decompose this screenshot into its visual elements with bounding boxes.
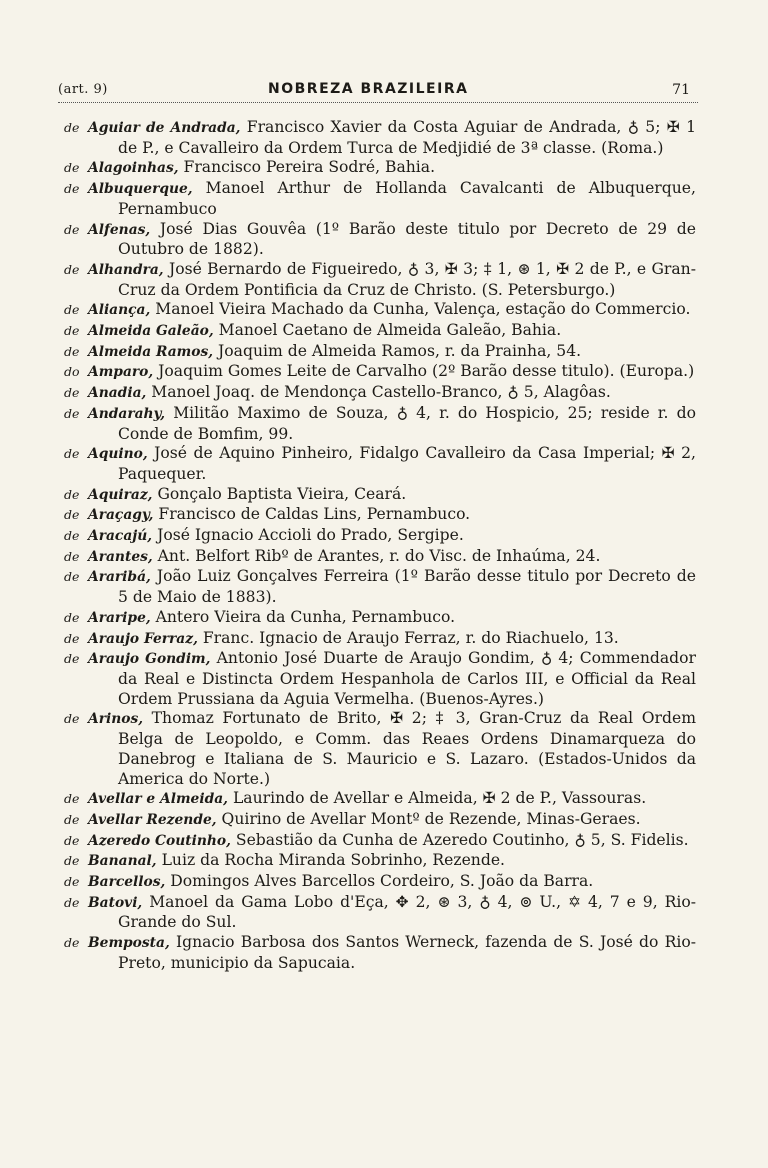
entry-title: Arinos, — [88, 711, 144, 728]
entry-text: Manoel Arthur de Hollanda Cavalcanti de Albuquerque, Pernambuco — [118, 179, 696, 218]
entry-text: Manoel Vieira Machado da Cunha, Valença, estação do Commercio. — [155, 300, 691, 319]
entry-title: Azeredo Coutinho, — [88, 832, 231, 849]
entry-prefix: de — [64, 343, 80, 359]
entry-text: Manoel Caetano de Almeida Galeão, Bahia. — [218, 321, 562, 340]
list-item — [64, 526, 696, 547]
list-item — [64, 383, 696, 404]
entry-text: Manoel da Gama Lobo d'Eça, ✥ 2, ⊛ 3, ♁ 4, ⊚ U., ✡ 4, 7 e 9, Rio-Grande do Sul. — [118, 892, 696, 932]
entry-prefix: de — [64, 935, 80, 951]
list-item — [64, 851, 696, 872]
entry-text: Thomaz Fortunato de Brito, ✠ 2; ‡ 3, Gran-Cruz da Real Ordem Belga de Leopoldo, e Comm. das Reaes Ordens Dinamarqueza do Danebrog e Italiana de S. Mauricio e S. Lazaro. (Estados-Unidos da America do Norte.) — [118, 709, 696, 788]
entry-prefix: do — [64, 364, 80, 380]
list-item — [64, 547, 696, 568]
entry-title: Anadia, — [88, 385, 147, 402]
entry-text: Laurindo de Avellar e Almeida, ✠ 2 de P., Vassouras. — [232, 789, 647, 808]
entry-title: Bemposta, — [88, 935, 170, 952]
entry-prefix: de — [64, 486, 80, 502]
entry-prefix: de — [64, 120, 80, 135]
entry-text: Luiz da Rocha Miranda Sobrinho, Rezende. — [161, 851, 506, 870]
entry-title: Avellar Rezende, — [88, 811, 217, 828]
entry-prefix: de — [64, 609, 80, 625]
page-title: NOBREZA BRAZILEIRA — [268, 81, 469, 97]
entry-prefix: de — [64, 874, 80, 890]
list-item — [64, 118, 696, 158]
list-item — [64, 649, 696, 709]
entry-prefix: de — [64, 791, 80, 807]
entry-text: Gonçalo Baptista Vieira, Ceará. — [157, 484, 407, 503]
entry-title: Araujo Ferraz, — [88, 630, 198, 647]
list-item — [64, 893, 696, 933]
entry-title: Aracajú, — [88, 528, 153, 545]
page-number: 71 — [672, 82, 690, 98]
entry-prefix: de — [64, 261, 80, 277]
list-item — [64, 321, 696, 342]
entry-text: José Ignacio Accioli do Prado, Sergipe. — [157, 526, 464, 545]
entry-prefix: de — [64, 548, 80, 564]
entry-title: Aquiraz, — [88, 486, 153, 503]
entry-prefix: de — [64, 160, 80, 176]
entry-title: Alfenas, — [88, 221, 151, 238]
entry-title: Almeida Ramos, — [88, 343, 214, 360]
list-item — [64, 362, 696, 383]
list-item — [64, 179, 696, 219]
entry-title: Alagoinhas, — [88, 160, 179, 177]
entry-title: Avellar e Almeida, — [88, 791, 228, 808]
entry-title: Arantes, — [88, 548, 153, 565]
entry-title: Batovi, — [88, 894, 143, 911]
entry-title: Bananal, — [88, 853, 157, 870]
entry-text: Quirino de Avellar Montº de Rezende, Minas-Geraes. — [221, 809, 641, 828]
entry-title: Araujo Gondim, — [88, 651, 211, 668]
entry-prefix: de — [64, 181, 80, 197]
entry-text: Francisco Xavier da Costa Aguiar de Andrada, ♁ 5; ✠ 1 de P., e Cavalleiro da Ordem Turca de Medjidié de 3ª classe. (Roma.) — [118, 118, 696, 157]
list-item — [64, 933, 696, 973]
entry-text: Francisco de Caldas Lins, Pernambuco. — [158, 505, 471, 524]
list-item — [64, 342, 696, 363]
entry-prefix: de — [64, 323, 80, 339]
entry-title: Andarahy, — [88, 405, 166, 422]
entry-prefix: de — [64, 446, 80, 462]
entry-text: Militão Maximo de Souza, ♁ 4, r. do Hospicio, 25; reside r. do Conde de Bomfim, 99. — [118, 403, 696, 443]
list-item — [64, 260, 696, 300]
list-item — [64, 444, 696, 484]
list-item — [64, 485, 696, 506]
entry-prefix: de — [64, 405, 80, 421]
running-header — [58, 80, 698, 103]
entry-prefix: de — [64, 811, 80, 827]
list-item — [64, 567, 696, 607]
entry-title: Amparo, — [88, 364, 154, 381]
entry-title: Aliança, — [88, 302, 151, 319]
entry-title: Alhandra, — [88, 261, 164, 278]
entry-text: João Luiz Gonçalves Ferreira (1º Barão desse titulo por Decreto de 5 de Maio de 1883). — [118, 567, 696, 607]
entry-title: Almeida Galeão, — [88, 323, 214, 340]
entry-prefix: de — [64, 385, 80, 401]
list-item — [64, 608, 696, 629]
list-item — [64, 872, 696, 893]
entry-prefix: de — [64, 630, 80, 646]
entry-prefix: de — [64, 711, 80, 727]
entry-prefix: de — [64, 302, 80, 318]
entry-text: José Dias Gouvêa (1º Barão deste titulo por Decreto de 29 de Outubro de 1882). — [118, 219, 696, 259]
entry-list — [64, 118, 696, 974]
entry-text: José Bernardo de Figueiredo, ♁ 3, ✠ 3; ‡ 1, ⊛ 1, ✠ 2 de P., e Gran-Cruz da Ordem Pontificia da Cruz de Christo. (S. Petersburgo.) — [118, 259, 696, 299]
entry-text: Joaquim de Almeida Ramos, r. da Prainha, 54. — [218, 341, 582, 360]
list-item — [64, 831, 696, 852]
list-item — [64, 629, 696, 650]
entry-title: Aquino, — [88, 446, 148, 463]
entry-prefix: de — [64, 853, 80, 869]
entry-title: Araçagy, — [88, 507, 154, 524]
entry-title: Albuquerque, — [88, 181, 193, 198]
entry-title: Araripe, — [88, 609, 151, 626]
entry-text: Manoel Joaq. de Mendonça Castello-Branco, ♁ 5, Alagôas. — [151, 383, 611, 402]
list-item — [64, 505, 696, 526]
entry-text: Ant. Belfort Ribº de Arantes, r. do Visc. de Inhaúma, 24. — [157, 546, 601, 565]
article-reference: (art. 9) — [58, 82, 108, 97]
list-item — [64, 709, 696, 789]
entry-title: Araribá, — [88, 569, 151, 586]
entry-prefix: de — [64, 221, 80, 237]
entry-prefix: de — [64, 528, 80, 544]
entry-prefix: de — [64, 569, 80, 585]
list-item — [64, 300, 696, 321]
entry-text: Antonio José Duarte de Araujo Gondim, ♁ 4; Commendador da Real e Distincta Ordem Hespanhola de Carlos III, e Official da Real Ordem Prussiana da Aguia Vermelha. (Buenos-Ayres.) — [118, 649, 697, 708]
list-item — [64, 158, 696, 179]
entry-text: Sebastião da Cunha de Azeredo Coutinho, ♁ 5, S. Fidelis. — [235, 830, 689, 849]
entry-text: Domingos Alves Barcellos Cordeiro, S. João da Barra. — [170, 872, 594, 891]
list-item — [64, 789, 696, 810]
list-item — [64, 810, 696, 831]
entry-title: Aguiar de Andrada, — [88, 120, 241, 136]
entry-prefix: de — [64, 894, 80, 910]
entry-text: Francisco Pereira Sodré, Bahia. — [183, 158, 436, 177]
list-item — [64, 220, 696, 260]
entry-text: Franc. Ignacio de Araujo Ferraz, r. do Riachuelo, 13. — [202, 628, 619, 647]
entry-title: Barcellos, — [88, 874, 166, 891]
list-item — [64, 404, 696, 444]
entry-text: Ignacio Barbosa dos Santos Werneck, fazenda de S. José do Rio-Preto, municipio da Sapucaia. — [118, 933, 696, 972]
entry-text: Antero Vieira da Cunha, Pernambuco. — [155, 607, 456, 626]
entry-prefix: de — [64, 832, 80, 848]
entry-text: Joaquim Gomes Leite de Carvalho (2º Barão desse titulo). (Europa.) — [158, 362, 695, 381]
entry-text: José de Aquino Pinheiro, Fidalgo Cavalleiro da Casa Imperial; ✠ 2, Paquequer. — [118, 444, 696, 483]
entry-prefix: de — [64, 651, 80, 667]
entry-prefix: de — [64, 507, 80, 523]
